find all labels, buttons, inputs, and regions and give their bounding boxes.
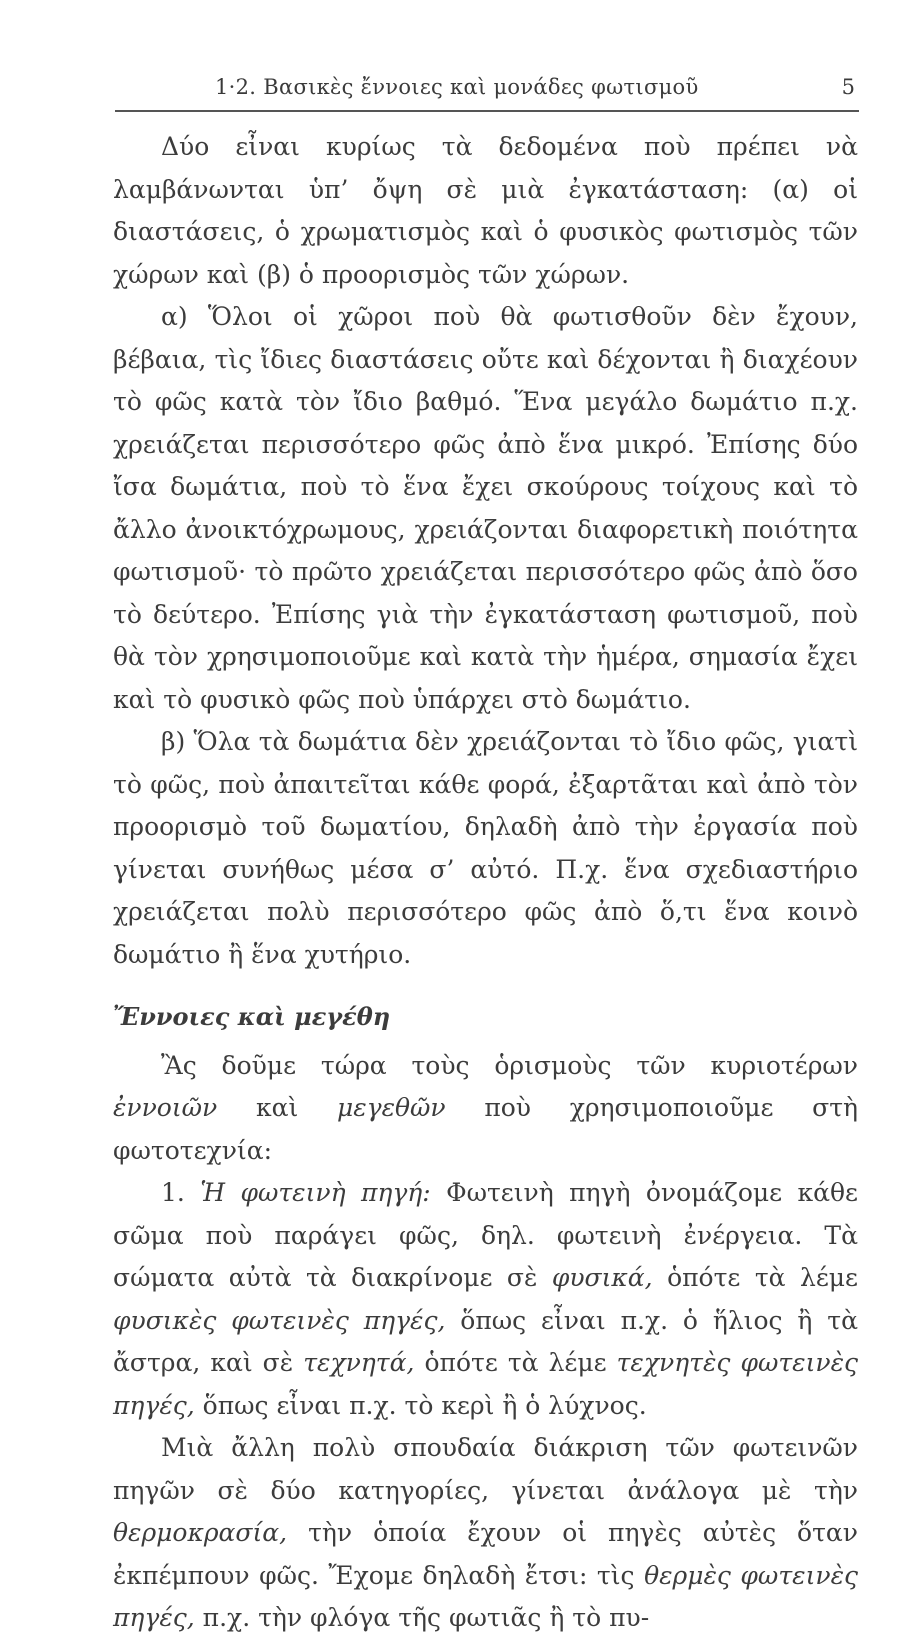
section-title: 1·2. Βασικὲς ἔννοιες καὶ μονάδες φωτισμοῦ — [215, 75, 699, 99]
subsection-heading: Ἔννοιες καὶ μεγέθη — [113, 1002, 391, 1031]
paragraph-definitions-intro: Ἂς δοῦμε τώρα τοὺς ὁρισμοὺς τῶν κυριοτέρων ἐννοιῶν καὶ μεγεθῶν ποὺ χρησιμοποιοῦμε στὴ φωτοτεχνία: — [113, 1050, 859, 1165]
paragraph-intro: Δύο εἶναι κυρίως τὰ δεδομένα ποὺ πρέπει νὰ λαμβάνωνται ὑπ’ ὄψη σὲ μιὰ ἐγκατάσταση: (α) οἱ διαστάσεις, ὁ χρωματισμὸς καὶ ὁ φυσικὸς φωτισμὸς τῶν χώρων καὶ (β) ὁ προορισμὸς τῶν χώρων. — [113, 132, 858, 289]
page-number: 5 — [841, 75, 855, 99]
list-item-light-source: 1. Ἡ φωτεινὴ πηγή: Φωτεινὴ πηγὴ ὀνομάζομε κάθε σῶμα ποὺ παράγει φῶς, δηλ. φωτεινὴ ἐνέργεια. Τὰ σώματα αὐτὰ τὰ διακρίνομε σὲ φυσικά, ὁπότε τὰ λέμε φυσικὲς φωτεινὲς πηγές, ὅπως εἶναι π.χ. ὁ ἥλιος ἢ τὰ ἄστρα, καὶ σὲ τεχνητά, ὁπότε τὰ λέμε τεχνητὲς φωτεινὲς πηγές, ὅπως εἶναι π.χ. τὸ κερὶ ἢ ὁ λύχνος. — [113, 1178, 858, 1420]
paragraph-beta: β) Ὅλα τὰ δωμάτια δὲν χρειάζονται τὸ ἴδιο φῶς, γιατὶ τὸ φῶς, ποὺ ἀπαιτεῖται κάθε φορά, ἐξαρτᾶται καὶ ἀπὸ τὸν προορισμὸ τοῦ δωματίου, δηλαδὴ ἀπὸ τὴν ἐργασία ποὺ γίνεται συνήθως μέσα σ’ αὐτό. Π.χ. ἕνα σχεδιαστήριο χρειάζεται πολὺ περισσότερο φῶς ἀπὸ ὅ,τι ἕνα κοινὸ δωμάτιο ἢ ἕνα χυτήριο. — [113, 727, 858, 969]
emphasis-concepts: ἐννοιῶν — [113, 1093, 218, 1122]
term-light-source: Ἡ φωτεινὴ πηγή: — [200, 1178, 431, 1207]
running-header — [115, 72, 859, 112]
paragraph-alpha: α) Ὅλοι οἱ χῶροι ποὺ θὰ φωτισθοῦν δὲν ἔχουν, βέβαια, τὶς ἴδιες διαστάσεις οὔτε καὶ δέχονται ἢ διαχέουν τὸ φῶς κατὰ τὸν ἴδιο βαθμό. Ἕνα μεγάλο δωμάτιο π.χ. χρειάζεται περισσότερο φῶς ἀπὸ ἕνα μικρό. Ἐπίσης δύο ἴσα δωμάτια, ποὺ τὸ ἕνα ἔχει σκούρους τοίχους καὶ τὸ ἄλλο ἀνοικτόχρωμους, χρειάζονται διαφορετικὴ ποιότητα φωτισμοῦ· τὸ πρῶτο χρειάζεται περισσότερο φῶς ἀπὸ ὅσο τὸ δεύτερο. Ἐπίσης γιὰ τὴν ἐγκατάσταση φωτισμοῦ, ποὺ θὰ τὸν χρησιμοποιοῦμε καὶ κατὰ τὴν ἡμέρα, σημασία ἔχει καὶ τὸ φυσικὸ φῶς ποὺ ὑπάρχει στὸ δωμάτιο. — [113, 302, 858, 714]
body-text — [113, 126, 858, 1640]
paragraph-temperature: Μιὰ ἄλλη πολὺ σπουδαία διάκριση τῶν φωτεινῶν πηγῶν σὲ δύο κατηγορίες, γίνεται ἀνάλογα μὲ τὴν θερμοκρασία, τὴν ὁποία ἔχουν οἱ πηγὲς αὐτὲς ὅταν ἐκπέμπουν φῶς. Ἔχομε δηλαδὴ ἔτσι: τὶς θερμὲς φωτεινὲς πηγές, π.χ. τὴν φλόγα τῆς φωτιᾶς ἢ τὸ πυ- — [113, 1433, 858, 1632]
emphasis-quantities: μεγεθῶν — [336, 1093, 446, 1122]
